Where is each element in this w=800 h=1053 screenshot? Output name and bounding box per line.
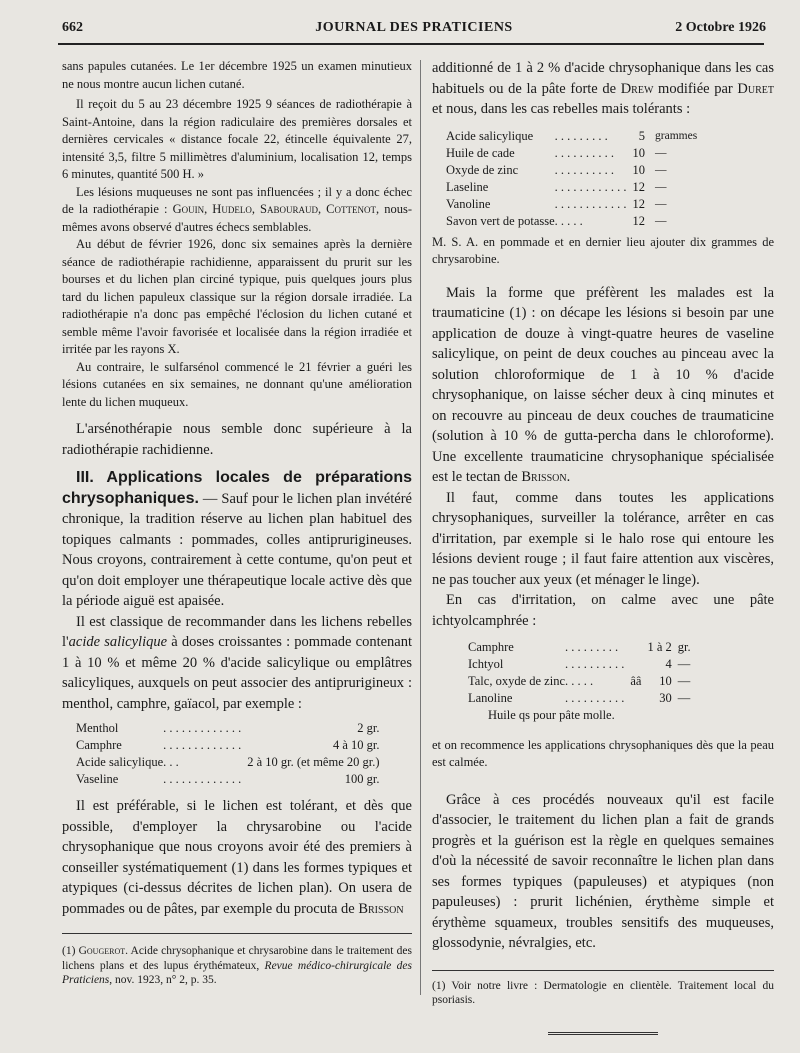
ingredient-unit: —	[677, 674, 691, 688]
formula-row	[468, 690, 691, 707]
ingredient-name: Savon vert de potasse	[446, 213, 555, 228]
formula-row	[446, 162, 697, 179]
ingredient-name: Vanoline	[446, 196, 491, 211]
ingredient-quantity: 12	[632, 213, 646, 228]
journal-title: JOURNAL DES PRATICIENS	[315, 20, 513, 35]
right-footnote: (1) Voir notre livre : Dermatologie en clientèle. Traitement local du psoriasis.	[432, 979, 774, 1006]
ingredient-quantity: 10	[632, 145, 646, 160]
right-column	[432, 58, 774, 1035]
ingredient-quantity: 2 à 10 gr. (et même 20 gr.)	[247, 755, 380, 769]
ingredient-quantity: 5	[638, 128, 646, 143]
formula-ichtyol-paste	[468, 639, 691, 707]
right-paragraph-1: additionné de 1 à 2 % d'acide chrysophanique dans les cas habituels ou de la pâte forte de Drew modifiée par Duret et nous, dans les cas rebelles mais tolérants :	[432, 60, 774, 117]
ingredient-unit: —	[655, 180, 667, 193]
formula-row	[468, 639, 691, 656]
left-column	[62, 58, 412, 988]
ingredient-modifier	[630, 639, 647, 656]
page-number: 662	[62, 20, 83, 35]
issue-date: 2 Octobre 1926	[675, 20, 766, 35]
left-footnote: (1) Gougerot. Acide chrysophanique et chrysarobine dans le traitement des lichens plans et des lupus érythémateux, Revue médico-chirurgicale des Praticiens, nov. 1923, n° 2, p. 35.	[62, 945, 412, 986]
ingredient-unit: —	[655, 197, 667, 210]
left-paragraph-8: Il est classique de recommander dans les lichens rebelles l'acide salicylique à doses croissantes : pommade contenant 1 à 10 % et même 20 % d'acide salicylique ou emplâtres salicyliques, auxquels on peut associer des antiprurigineux : menthol, camphre, gaïacol, par exemple :	[62, 613, 412, 712]
ingredient-name: Lanoline	[468, 691, 513, 705]
ingredient-quantity: 30	[659, 691, 672, 705]
formula-salicylic	[76, 720, 380, 788]
footnote-rule	[432, 970, 774, 971]
formula-note: M. S. A. en pommade et en dernier lieu ajouter dix grammes de chrysarobine.	[432, 234, 774, 266]
right-paragraph-2: Mais la forme que préfèrent les malades est la traumaticine (1) : on décape les lésions si besoin par une application de douze à vingt-quatre heures de vaseline salicylique, on peint de deux couches au pinceau avec la solution chloroformique de 1 à 10 % d'acide chrysophanique, on laisse sécher deux à cinq minutes et on recouvre au pinceau de deux couches de traumaticine (solution à 10 % de gutta-percha dans le chloroforme). Une excellente traumaticine chrysophanique spécialisée est le tectan de Brisson.	[432, 284, 774, 485]
leader-dots: . . . . . . . . . . . .	[554, 179, 627, 194]
formula-row	[468, 673, 691, 690]
right-paragraph-3: Il faut, comme dans toutes les applications chrysophaniques, surveiller la tolérance, arrêter en cas d'irritation, par exemple si le halo rose qui entoure les lésions devient rouge ; il faut faire attention aux viscères, ne pas toucher aux yeux (et ménager le linge).	[432, 489, 774, 588]
ingredient-quantity: 12	[632, 196, 646, 211]
ingredient-quantity: 2 gr.	[357, 721, 380, 735]
header-rule	[58, 43, 764, 45]
leader-dots: . . . . . . . . .	[565, 640, 619, 654]
ingredient-quantity: 4	[665, 657, 672, 671]
formula-row	[446, 145, 697, 162]
ingredient-name: Vaseline	[76, 772, 119, 786]
column-divider	[420, 60, 421, 995]
left-paragraph-6: L'arsénothérapie nous semble donc supérieure à la radiothérapie rachidienne.	[62, 421, 412, 458]
left-paragraph-9: Il est préférable, si le lichen est tolérant, et dès que possible, d'employer la chrysarobine ou l'acide chrysophanique que nous croyons avoir été des premiers à conseiller systématiquement (1) dans les formes typiques et atypiques (ci-dessus décrites de lichen plan). On usera de pommades ou de pâtes, par exemple du procuta de Brisson	[62, 798, 412, 917]
right-paragraph-4: En cas d'irritation, on calme avec une pâte ichtyolcamphrée :	[432, 592, 774, 629]
ingredient-unit: —	[655, 214, 667, 227]
leader-dots: . . . . .	[554, 213, 583, 228]
page-header	[62, 20, 766, 42]
right-paragraph-6: Grâce à ces procédés nouveaux qu'il est facile d'associer, le traitement du lichen plan a fait de grands progrès et la guérison est la règle en quelques semaines d'où la nécessité de savoir reconnaître le lichen plan dans ses formes typiques (papuleuses) et atypiques (non papuleuses) : prurit lichénien, érythème simple et érythème squameux, troubles sensitifs des muqueuses, glossodynie, névralgies, etc.	[432, 791, 774, 951]
ingredient-quantity: 100 gr.	[344, 772, 380, 786]
author-names: Gouin, Hudelo, Sabouraud, Cottenot	[172, 202, 377, 216]
ingredient-modifier	[630, 656, 647, 673]
ingredient-quantity: 4 à 10 gr.	[332, 738, 380, 752]
left-paragraph-3: Les lésions muqueuses ne sont pas influencées ; il y a donc échec de la radiothérapie : Gouin, Hudelo, Sabouraud, Cottenot, nous-mêmes avons observé d'autres échecs semblables.	[62, 184, 412, 234]
leader-dots: . . . . . . . . . .	[565, 691, 625, 705]
ingredient-name: Laseline	[446, 179, 489, 194]
leader-dots: . . .	[163, 755, 179, 769]
ingredient-quantity: 1 à 2	[647, 640, 672, 654]
left-paragraph-1: sans papules cutanées. Le 1er décembre 1925 un examen minutieux ne nous montre aucun lichen cutané.	[62, 59, 412, 91]
section-paragraph: III. Applications locales de préparations chrysophaniques. — Sauf pour le lichen plan invétéré chronique, la tradition réserve au lichen plan habituel des topiques calmants : pommades, colles antiprurigineuses. Nous croyons, contrairement à cette contume, qu'on peut et qu'on doit employer une thérapeutique locale active dès que la période aiguë est apaisée.	[62, 469, 412, 609]
ingredient-quantity: 12	[632, 179, 646, 194]
ingredient-name: Camphre	[468, 640, 514, 654]
formula-row	[76, 754, 380, 771]
formula-tail: Huile qs pour pâte molle.	[488, 708, 615, 722]
right-paragraph-5: et on recommence les applications chrysophaniques dès que la peau est calmée.	[432, 737, 774, 769]
formula-row	[446, 128, 697, 145]
ingredient-modifier: ââ	[630, 674, 642, 688]
ingredient-name: Acide salicylique	[76, 755, 164, 769]
formula-row	[446, 213, 697, 230]
ingredient-name: Talc, oxyde de zinc	[468, 674, 565, 688]
footnote-rule	[62, 933, 412, 934]
ingredient-modifier	[630, 690, 647, 707]
formula-row	[76, 737, 380, 754]
ingredient-name: Acide salicylique	[446, 128, 534, 143]
ingredient-name: Camphre	[76, 738, 122, 752]
ingredient-unit: —	[677, 657, 691, 671]
ingredient-quantity: 10	[632, 162, 646, 177]
section-heading: III. Applications locales de préparations chrysophaniques.	[62, 469, 412, 507]
ingredient-quantity: 10	[659, 674, 672, 688]
end-rule	[548, 1032, 658, 1035]
leader-dots: . . . . . . . . . .	[554, 145, 615, 160]
ingredient-name: Ichtyol	[468, 657, 504, 671]
ingredient-name: Oxyde de zinc	[446, 162, 519, 177]
leader-dots: . . . . . . . . . .	[554, 162, 615, 177]
leader-dots: . . . . . . . . . . . . .	[163, 721, 242, 735]
ingredient-unit: grammes	[655, 129, 698, 142]
formula-row	[76, 720, 380, 737]
formula-row	[446, 196, 697, 213]
left-paragraph-4: Au début de février 1926, donc six semaines après la dernière séance de radiothérapie rachidienne, apparaissent du prurit sur les bourses et du lichen plan circiné typique, puis quelques jours plus tard du lichen papuleux classique sur la région dorsale irradiée. La radiothérapie n'a donc pas empêché l'éclosion du lichen cutané et semble même l'avoir favorisée et localisée dans la région irradiée et irritée par les rayons X.	[62, 237, 412, 356]
leader-dots: . . . . . . . . . . . . .	[163, 772, 242, 786]
leader-dots: . . . . . . . . . . . . .	[163, 738, 242, 752]
left-paragraph-2: Il reçoit du 5 au 23 décembre 1925 9 séances de radiothérapie à Saint-Antoine, dans la région radiculaire des premières dorsales et dernières cervicales « distance focale 22, étincelle équivalente 27, intensité 3,5, filtre 5 millimètres d'aluminium, localisation 12, temps 6 minutes, quantité 500 H. »	[62, 97, 412, 181]
ingredient-unit: —	[655, 146, 667, 159]
ingredient-unit: —	[677, 691, 691, 705]
italic-term: acide salicylique	[68, 634, 168, 650]
leader-dots: . . . . . . . . .	[554, 128, 608, 143]
formula-row	[446, 179, 697, 196]
left-paragraph-5: Au contraire, le sulfarsénol commencé le 21 février a guéri les lésions cutanées en six semaines, ne donnant qu'une amélioration lente du lichen muqueux.	[62, 359, 412, 409]
formula-row	[76, 771, 380, 788]
author-name: Brisson	[358, 900, 404, 917]
leader-dots: . . . . .	[565, 674, 594, 688]
formula-row	[468, 656, 691, 673]
leader-dots: . . . . . . . . . . . .	[554, 196, 627, 211]
ingredient-name: Menthol	[76, 721, 119, 735]
ingredient-unit: gr.	[677, 640, 691, 654]
formula-drew-paste	[446, 128, 697, 230]
ingredient-unit: —	[655, 163, 667, 176]
ingredient-name: Huile de cade	[446, 145, 515, 160]
leader-dots: . . . . . . . . . .	[565, 657, 625, 671]
